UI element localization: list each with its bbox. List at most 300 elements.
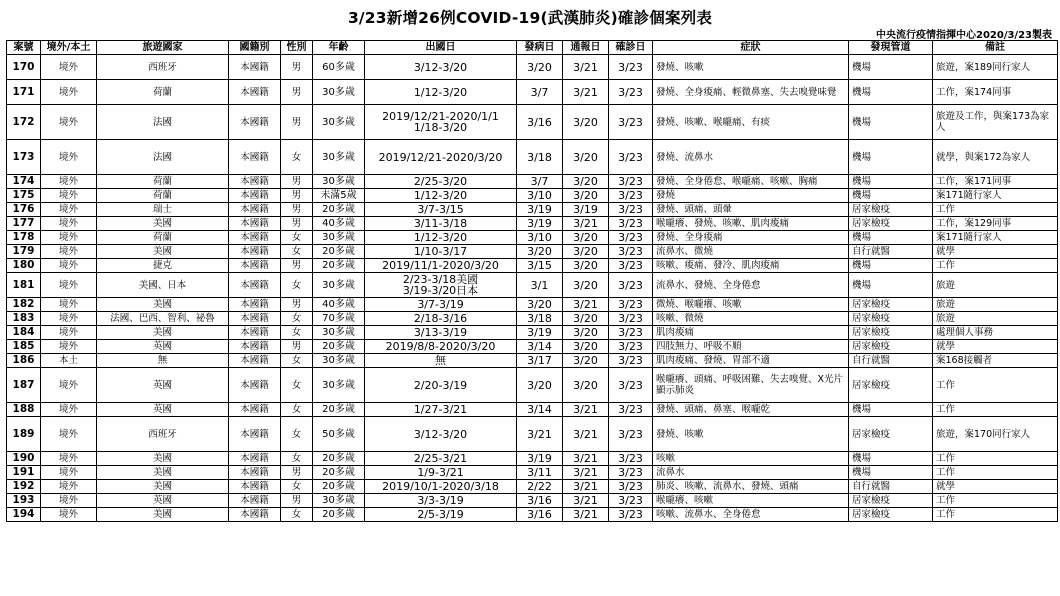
- case-symptoms: 喉嚨癢、頭痛、呼吸困難、失去嗅覺、X光片顯示肺炎: [653, 368, 849, 403]
- case-nationality: 本國籍: [229, 452, 281, 466]
- case-number: 181: [7, 273, 41, 298]
- case-age: 20多歲: [313, 403, 365, 417]
- table-row: [7, 417, 1058, 452]
- case-age: 20多歲: [313, 203, 365, 217]
- case-travel-countries: 美國、日本: [97, 273, 229, 298]
- case-onset-date: 3/14: [517, 340, 563, 354]
- case-travel-dates: 3/12-3/20: [365, 417, 517, 452]
- case-confirm-date: 3/23: [609, 326, 653, 340]
- case-nationality: 本國籍: [229, 203, 281, 217]
- case-detection-channel: 機場: [849, 55, 933, 80]
- case-number: 188: [7, 403, 41, 417]
- case-symptoms: 發燒、全身痠痛、輕微鼻塞、失去嗅覺味覺: [653, 80, 849, 105]
- case-onset-date: 3/19: [517, 326, 563, 340]
- header-case-no: 案號: [7, 41, 41, 55]
- case-number: 186: [7, 354, 41, 368]
- case-number: 175: [7, 189, 41, 203]
- case-travel-dates: 1/10-3/17: [365, 245, 517, 259]
- case-detection-channel: 居家檢疫: [849, 326, 933, 340]
- case-detection-channel: 自行就醫: [849, 245, 933, 259]
- case-symptoms: 發燒、咳嗽: [653, 55, 849, 80]
- case-onset-date: 3/16: [517, 494, 563, 508]
- case-symptoms: 微燒、喉嚨癢、咳嗽: [653, 298, 849, 312]
- case-remarks: 工作: [933, 259, 1058, 273]
- case-sex: 男: [281, 80, 313, 105]
- case-travel-dates: 1/12-3/20: [365, 189, 517, 203]
- case-travel-countries: 荷蘭: [97, 189, 229, 203]
- case-age: 20多歲: [313, 466, 365, 480]
- case-detection-channel: 機場: [849, 403, 933, 417]
- case-confirm-date: 3/23: [609, 466, 653, 480]
- case-source-type: 境外: [41, 140, 97, 175]
- case-onset-date: 3/19: [517, 217, 563, 231]
- case-detection-channel: 自行就醫: [849, 480, 933, 494]
- table-row: [7, 494, 1058, 508]
- case-symptoms: 咳嗽、痠痛、發冷、肌肉痠痛: [653, 259, 849, 273]
- case-travel-dates: 3/3-3/19: [365, 494, 517, 508]
- case-confirm-date: 3/23: [609, 494, 653, 508]
- header-detection-channel: 發現管道: [849, 41, 933, 55]
- case-travel-countries: 法國: [97, 105, 229, 140]
- case-travel-dates: 1/27-3/21: [365, 403, 517, 417]
- case-confirm-date: 3/23: [609, 480, 653, 494]
- case-detection-channel: 機場: [849, 140, 933, 175]
- table-row: [7, 452, 1058, 466]
- header-travel-countries: 旅遊國家: [97, 41, 229, 55]
- case-report-date: 3/21: [563, 508, 609, 522]
- case-confirm-date: 3/23: [609, 508, 653, 522]
- case-travel-dates: 2019/12/21-2020/1/1 1/18-3/20: [365, 105, 517, 140]
- case-nationality: 本國籍: [229, 273, 281, 298]
- case-travel-dates: 2/25-3/21: [365, 452, 517, 466]
- case-report-date: 3/21: [563, 480, 609, 494]
- case-detection-channel: 居家檢疫: [849, 494, 933, 508]
- case-age: 20多歲: [313, 508, 365, 522]
- case-travel-dates: 2/18-3/16: [365, 312, 517, 326]
- case-confirm-date: 3/23: [609, 417, 653, 452]
- case-source-type: 境外: [41, 55, 97, 80]
- case-number: 190: [7, 452, 41, 466]
- case-age: 30多歲: [313, 231, 365, 245]
- case-age: 30多歲: [313, 273, 365, 298]
- case-nationality: 本國籍: [229, 217, 281, 231]
- case-source-type: 境外: [41, 340, 97, 354]
- case-nationality: 本國籍: [229, 326, 281, 340]
- table-row: [7, 231, 1058, 245]
- case-report-date: 3/20: [563, 326, 609, 340]
- case-travel-countries: 法國、巴西、智利、祕魯: [97, 312, 229, 326]
- case-nationality: 本國籍: [229, 105, 281, 140]
- case-confirm-date: 3/23: [609, 259, 653, 273]
- case-travel-countries: 美國: [97, 298, 229, 312]
- case-source-type: 境外: [41, 105, 97, 140]
- case-symptoms: 發燒、咳嗽: [653, 417, 849, 452]
- case-onset-date: 3/16: [517, 508, 563, 522]
- table-row: [7, 312, 1058, 326]
- case-report-date: 3/21: [563, 55, 609, 80]
- case-symptoms: 發燒: [653, 189, 849, 203]
- case-report-date: 3/20: [563, 312, 609, 326]
- case-age: 30多歲: [313, 175, 365, 189]
- case-age: 30多歲: [313, 140, 365, 175]
- case-report-date: 3/20: [563, 273, 609, 298]
- header-age: 年齡: [313, 41, 365, 55]
- case-number: 187: [7, 368, 41, 403]
- case-remarks: 案168接觸者: [933, 354, 1058, 368]
- case-travel-countries: 美國: [97, 326, 229, 340]
- case-symptoms: 發燒、全身痠痛: [653, 231, 849, 245]
- case-confirm-date: 3/23: [609, 55, 653, 80]
- case-sex: 男: [281, 340, 313, 354]
- case-age: 20多歲: [313, 259, 365, 273]
- case-onset-date: 2/22: [517, 480, 563, 494]
- case-sex: 男: [281, 466, 313, 480]
- table-row: [7, 140, 1058, 175]
- case-detection-channel: 機場: [849, 231, 933, 245]
- case-travel-dates: 2019/8/8-2020/3/20: [365, 340, 517, 354]
- case-travel-countries: 美國: [97, 245, 229, 259]
- case-onset-date: 3/1: [517, 273, 563, 298]
- case-confirm-date: 3/23: [609, 217, 653, 231]
- case-source-type: 境外: [41, 80, 97, 105]
- table-row: [7, 189, 1058, 203]
- case-travel-dates: 1/12-3/20: [365, 231, 517, 245]
- case-detection-channel: 機場: [849, 189, 933, 203]
- case-sex: 男: [281, 217, 313, 231]
- case-remarks: 案171隨行家人: [933, 231, 1058, 245]
- case-number: 182: [7, 298, 41, 312]
- case-travel-dates: 2019/10/1-2020/3/18: [365, 480, 517, 494]
- case-age: 30多歲: [313, 368, 365, 403]
- case-number: 174: [7, 175, 41, 189]
- case-confirm-date: 3/23: [609, 452, 653, 466]
- case-nationality: 本國籍: [229, 55, 281, 80]
- case-source-type: 境外: [41, 245, 97, 259]
- case-symptoms: 喉嚨癢、發燒、咳嗽、肌肉痠痛: [653, 217, 849, 231]
- case-symptoms: 肌肉痠痛: [653, 326, 849, 340]
- table-row: [7, 466, 1058, 480]
- case-age: 未滿5歲: [313, 189, 365, 203]
- case-onset-date: 3/14: [517, 403, 563, 417]
- case-report-date: 3/20: [563, 105, 609, 140]
- case-confirm-date: 3/23: [609, 368, 653, 403]
- case-number: 189: [7, 417, 41, 452]
- case-age: 30多歲: [313, 80, 365, 105]
- case-onset-date: 3/10: [517, 189, 563, 203]
- case-travel-dates: 3/12-3/20: [365, 55, 517, 80]
- case-symptoms: 流鼻水: [653, 466, 849, 480]
- case-confirm-date: 3/23: [609, 189, 653, 203]
- case-travel-countries: 捷克: [97, 259, 229, 273]
- case-onset-date: 3/7: [517, 175, 563, 189]
- case-nationality: 本國籍: [229, 175, 281, 189]
- case-confirm-date: 3/23: [609, 245, 653, 259]
- case-travel-countries: 美國: [97, 452, 229, 466]
- table-row: [7, 326, 1058, 340]
- case-detection-channel: 機場: [849, 105, 933, 140]
- case-number: 170: [7, 55, 41, 80]
- case-detection-channel: 居家檢疫: [849, 368, 933, 403]
- case-source-type: 境外: [41, 480, 97, 494]
- table-row: [7, 480, 1058, 494]
- case-sex: 女: [281, 480, 313, 494]
- case-report-date: 3/21: [563, 403, 609, 417]
- case-travel-countries: 英國: [97, 368, 229, 403]
- case-symptoms: 咳嗽: [653, 452, 849, 466]
- table-row: [7, 368, 1058, 403]
- case-detection-channel: 機場: [849, 259, 933, 273]
- case-symptoms: 喉嚨癢、咳嗽: [653, 494, 849, 508]
- case-travel-countries: 西班牙: [97, 417, 229, 452]
- case-symptoms: 發燒、流鼻水: [653, 140, 849, 175]
- case-detection-channel: 機場: [849, 175, 933, 189]
- case-travel-countries: 荷蘭: [97, 231, 229, 245]
- case-onset-date: 3/20: [517, 368, 563, 403]
- table-row: [7, 175, 1058, 189]
- case-travel-countries: 西班牙: [97, 55, 229, 80]
- case-detection-channel: 機場: [849, 466, 933, 480]
- case-symptoms: 流鼻水、發燒、全身倦怠: [653, 273, 849, 298]
- case-nationality: 本國籍: [229, 259, 281, 273]
- case-number: 179: [7, 245, 41, 259]
- header-confirm-date: 確診日: [609, 41, 653, 55]
- case-nationality: 本國籍: [229, 140, 281, 175]
- case-travel-countries: 無: [97, 354, 229, 368]
- case-report-date: 3/20: [563, 245, 609, 259]
- case-nationality: 本國籍: [229, 403, 281, 417]
- case-nationality: 本國籍: [229, 508, 281, 522]
- case-sex: 女: [281, 273, 313, 298]
- case-report-date: 3/19: [563, 203, 609, 217]
- table-row: [7, 354, 1058, 368]
- case-sex: 女: [281, 368, 313, 403]
- case-travel-dates: 3/7-3/15: [365, 203, 517, 217]
- case-onset-date: 3/21: [517, 417, 563, 452]
- case-travel-dates: 2019/11/1-2020/3/20: [365, 259, 517, 273]
- case-remarks: 工作: [933, 368, 1058, 403]
- case-onset-date: 3/7: [517, 80, 563, 105]
- header-row: [7, 41, 1058, 55]
- case-remarks: 旅遊: [933, 298, 1058, 312]
- case-source-type: 境外: [41, 494, 97, 508]
- case-table-body: [7, 55, 1058, 522]
- case-remarks: 就學: [933, 480, 1058, 494]
- case-report-date: 3/20: [563, 140, 609, 175]
- table-row: [7, 245, 1058, 259]
- source-note: 中央流行疫情指揮中心2020/3/23製表: [875, 30, 1052, 41]
- case-age: 40多歲: [313, 298, 365, 312]
- case-sex: 女: [281, 354, 313, 368]
- case-number: 193: [7, 494, 41, 508]
- case-detection-channel: 居家檢疫: [849, 508, 933, 522]
- case-detection-channel: 居家檢疫: [849, 417, 933, 452]
- case-symptoms: 發燒、頭痛、頭暈: [653, 203, 849, 217]
- case-table: [6, 40, 1058, 522]
- case-symptoms: 肌肉痠痛、發燒、胃部不適: [653, 354, 849, 368]
- case-remarks: 旅遊及工作，與案173為家人: [933, 105, 1058, 140]
- table-row: [7, 55, 1058, 80]
- case-travel-countries: 美國: [97, 508, 229, 522]
- header-remarks: 備註: [933, 41, 1058, 55]
- case-travel-countries: 荷蘭: [97, 175, 229, 189]
- header-nationality: 國籍別: [229, 41, 281, 55]
- case-age: 30多歲: [313, 326, 365, 340]
- case-confirm-date: 3/23: [609, 105, 653, 140]
- case-age: 20多歲: [313, 245, 365, 259]
- table-row: [7, 80, 1058, 105]
- case-source-type: 境外: [41, 466, 97, 480]
- case-travel-countries: 瑞士: [97, 203, 229, 217]
- case-remarks: 工作: [933, 494, 1058, 508]
- document-title: 3/23新增26例COVID-19(武漢肺炎)確診個案列表: [347, 9, 713, 27]
- case-age: 50多歲: [313, 417, 365, 452]
- case-number: 173: [7, 140, 41, 175]
- table-row: [7, 259, 1058, 273]
- case-age: 70多歲: [313, 312, 365, 326]
- case-onset-date: 3/20: [517, 298, 563, 312]
- case-remarks: 工作，案174同事: [933, 80, 1058, 105]
- case-detection-channel: 居家檢疫: [849, 298, 933, 312]
- case-age: 30多歲: [313, 494, 365, 508]
- case-number: 172: [7, 105, 41, 140]
- case-source-type: 境外: [41, 175, 97, 189]
- case-travel-dates: 1/12-3/20: [365, 80, 517, 105]
- case-symptoms: 發燒、咳嗽、喉嚨痛、有痰: [653, 105, 849, 140]
- case-onset-date: 3/19: [517, 452, 563, 466]
- case-number: 191: [7, 466, 41, 480]
- case-travel-dates: 3/7-3/19: [365, 298, 517, 312]
- case-travel-countries: 英國: [97, 403, 229, 417]
- case-sex: 女: [281, 245, 313, 259]
- case-nationality: 本國籍: [229, 189, 281, 203]
- case-symptoms: 發燒、全身倦怠、喉嚨痛、咳嗽、胸痛: [653, 175, 849, 189]
- case-source-type: 本土: [41, 354, 97, 368]
- case-remarks: 旅遊: [933, 273, 1058, 298]
- case-detection-channel: 居家檢疫: [849, 340, 933, 354]
- case-number: 185: [7, 340, 41, 354]
- case-remarks: 工作: [933, 508, 1058, 522]
- case-source-type: 境外: [41, 203, 97, 217]
- case-source-type: 境外: [41, 189, 97, 203]
- case-detection-channel: 機場: [849, 273, 933, 298]
- case-nationality: 本國籍: [229, 466, 281, 480]
- header-onset-date: 發病日: [517, 41, 563, 55]
- case-age: 30多歲: [313, 105, 365, 140]
- case-sex: 女: [281, 417, 313, 452]
- case-travel-dates: 2019/12/21-2020/3/20: [365, 140, 517, 175]
- case-report-date: 3/21: [563, 417, 609, 452]
- case-sex: 女: [281, 508, 313, 522]
- case-source-type: 境外: [41, 368, 97, 403]
- case-detection-channel: 自行就醫: [849, 354, 933, 368]
- case-source-type: 境外: [41, 217, 97, 231]
- case-confirm-date: 3/23: [609, 231, 653, 245]
- case-nationality: 本國籍: [229, 368, 281, 403]
- case-onset-date: 3/10: [517, 231, 563, 245]
- case-sex: 男: [281, 298, 313, 312]
- case-confirm-date: 3/23: [609, 175, 653, 189]
- case-remarks: 工作: [933, 466, 1058, 480]
- case-onset-date: 3/11: [517, 466, 563, 480]
- case-sex: 女: [281, 231, 313, 245]
- case-detection-channel: 機場: [849, 80, 933, 105]
- case-travel-dates: 2/25-3/20: [365, 175, 517, 189]
- case-source-type: 境外: [41, 273, 97, 298]
- case-remarks: 旅遊: [933, 312, 1058, 326]
- case-onset-date: 3/18: [517, 312, 563, 326]
- case-report-date: 3/21: [563, 80, 609, 105]
- case-remarks: 工作: [933, 203, 1058, 217]
- case-symptoms: 肺炎、咳嗽、流鼻水、發燒、頭痛: [653, 480, 849, 494]
- case-remarks: 案171隨行家人: [933, 189, 1058, 203]
- case-sex: 男: [281, 494, 313, 508]
- case-nationality: 本國籍: [229, 354, 281, 368]
- case-remarks: 工作: [933, 403, 1058, 417]
- case-detection-channel: 居家檢疫: [849, 217, 933, 231]
- case-report-date: 3/20: [563, 368, 609, 403]
- case-symptoms: 發燒、頭痛、鼻塞、喉嚨乾: [653, 403, 849, 417]
- case-source-type: 境外: [41, 326, 97, 340]
- case-nationality: 本國籍: [229, 80, 281, 105]
- case-source-type: 境外: [41, 403, 97, 417]
- case-travel-dates: 2/23-3/18美國 3/19-3/20日本: [365, 273, 517, 298]
- case-remarks: 旅遊，案170同行家人: [933, 417, 1058, 452]
- case-travel-dates: 1/9-3/21: [365, 466, 517, 480]
- case-number: 184: [7, 326, 41, 340]
- header-travel-dates: 出國日: [365, 41, 517, 55]
- case-confirm-date: 3/23: [609, 340, 653, 354]
- case-age: 20多歲: [313, 340, 365, 354]
- case-symptoms: 咳嗽、流鼻水、全身倦怠: [653, 508, 849, 522]
- case-detection-channel: 機場: [849, 452, 933, 466]
- case-age: 30多歲: [313, 354, 365, 368]
- table-row: [7, 217, 1058, 231]
- case-symptoms: 四肢無力、呼吸不順: [653, 340, 849, 354]
- case-remarks: 工作，案171同事: [933, 175, 1058, 189]
- case-age: 20多歲: [313, 452, 365, 466]
- case-sex: 男: [281, 189, 313, 203]
- case-age: 40多歲: [313, 217, 365, 231]
- case-confirm-date: 3/23: [609, 140, 653, 175]
- case-onset-date: 3/19: [517, 203, 563, 217]
- case-nationality: 本國籍: [229, 340, 281, 354]
- case-report-date: 3/21: [563, 298, 609, 312]
- case-onset-date: 3/17: [517, 354, 563, 368]
- case-travel-countries: 荷蘭: [97, 80, 229, 105]
- case-sex: 女: [281, 326, 313, 340]
- table-row: [7, 340, 1058, 354]
- case-remarks: 旅遊，案189同行家人: [933, 55, 1058, 80]
- case-travel-dates: 3/13-3/19: [365, 326, 517, 340]
- case-nationality: 本國籍: [229, 312, 281, 326]
- case-sex: 男: [281, 55, 313, 80]
- case-confirm-date: 3/23: [609, 203, 653, 217]
- case-report-date: 3/21: [563, 217, 609, 231]
- case-travel-countries: 美國: [97, 480, 229, 494]
- case-sex: 女: [281, 140, 313, 175]
- case-number: 192: [7, 480, 41, 494]
- case-confirm-date: 3/23: [609, 312, 653, 326]
- case-nationality: 本國籍: [229, 480, 281, 494]
- table-row: [7, 508, 1058, 522]
- table-row: [7, 105, 1058, 140]
- case-number: 177: [7, 217, 41, 231]
- case-travel-countries: 美國: [97, 217, 229, 231]
- case-age: 20多歲: [313, 480, 365, 494]
- case-number: 178: [7, 231, 41, 245]
- header-sex: 性別: [281, 41, 313, 55]
- case-sex: 男: [281, 203, 313, 217]
